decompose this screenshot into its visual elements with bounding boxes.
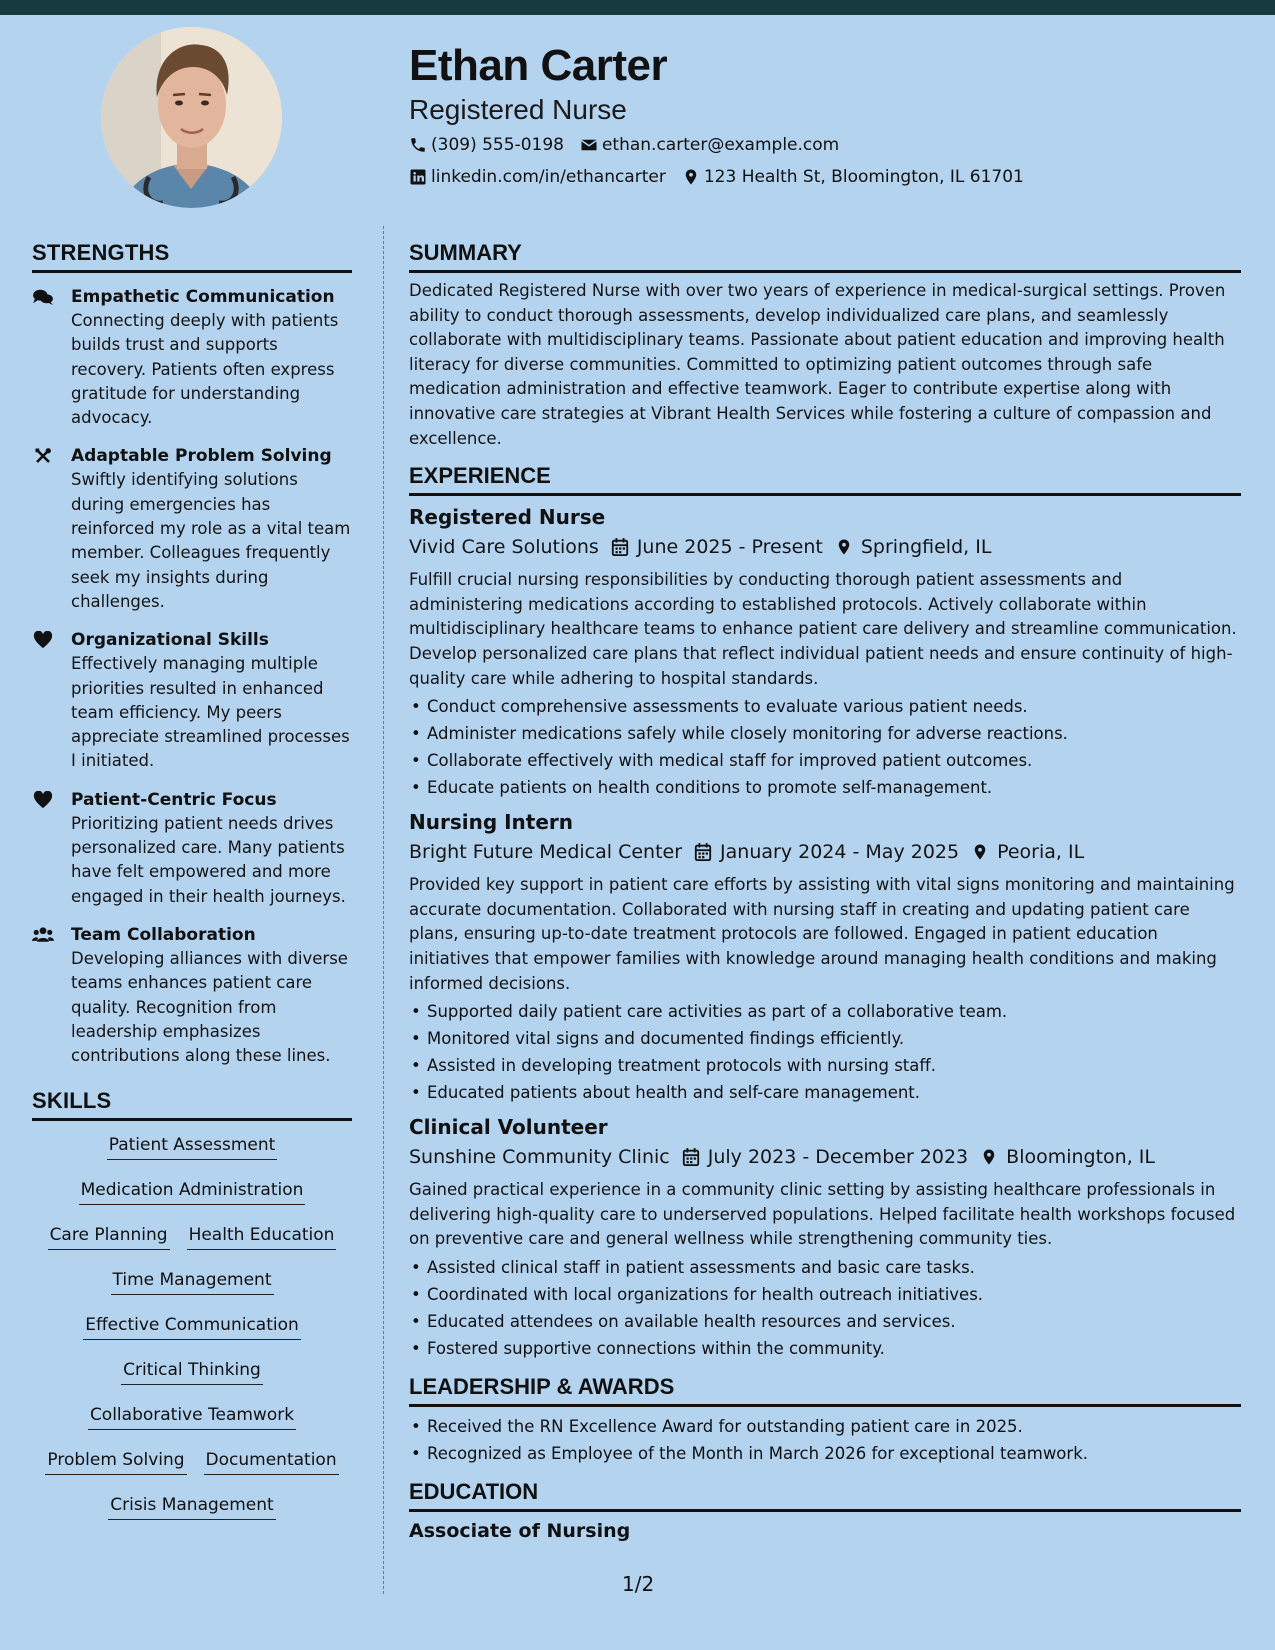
skill-tag: Medication Administration — [79, 1178, 306, 1205]
strength-title: Organizational Skills — [71, 630, 269, 651]
job-bullet: • Monitored vital signs and documented findings efficiently. — [409, 1025, 1241, 1052]
job-bullet: • Supported daily patient care activities as part of a collaborative team. — [409, 998, 1241, 1025]
summary-heading: SUMMARY — [409, 240, 1241, 273]
skill-tag: Care Planning — [48, 1223, 170, 1250]
calendar-icon — [611, 537, 629, 557]
job-description: Provided key support in patient care efforts by assisting with vital signs monitoring and maintaining accurate documentation. Collaborated with nursing staff in creating and updating patient care plans, ensuring up-to-date treatment protocols are followed. Engaged in patient education initiatives that empower families with knowledge around managing health conditions and making informed decisions. — [409, 875, 1235, 993]
strength-desc: Connecting deeply with patients builds trust and supports recovery. Patients often express gratitude for understanding advocacy. — [71, 311, 339, 428]
skill-tag: Effective Communication — [83, 1313, 301, 1340]
linkedin-icon — [409, 168, 427, 186]
job-bullets — [409, 998, 1241, 1106]
skills-list — [32, 1133, 352, 1538]
job-title: Nursing Intern — [409, 810, 574, 835]
job-dates: June 2025 - Present — [636, 536, 823, 559]
heart-icon — [32, 791, 54, 809]
strength-item — [32, 444, 352, 614]
calendar-icon — [682, 1147, 700, 1167]
job-entry — [409, 807, 1241, 1106]
job-description: Gained practical experience in a community clinic setting by assisting healthcare professionals in delivering high-quality care to underserved populations. Helped facilitate health workshops focused on preventive care and general wellness while strengthening community ties. — [409, 1180, 1236, 1249]
strength-item — [32, 628, 352, 773]
strength-item — [32, 923, 352, 1068]
education-heading: EDUCATION — [409, 1479, 1241, 1512]
skill-row — [88, 1403, 296, 1448]
skill-tag: Problem Solving — [45, 1448, 186, 1475]
job-entry — [409, 502, 1241, 801]
skill-tag: Time Management — [111, 1268, 274, 1295]
map-pin-icon — [835, 537, 853, 557]
heart-icon — [32, 631, 54, 649]
calendar-icon — [694, 842, 712, 862]
phone-text: (309) 555-0198 — [431, 135, 564, 155]
job-bullet: • Assisted clinical staff in patient assessments and basic care tasks. — [409, 1254, 1241, 1281]
experience-heading: EXPERIENCE — [409, 463, 1241, 496]
skill-tag: Critical Thinking — [121, 1358, 263, 1385]
job-bullet: • Educate patients on health conditions to promote self-management. — [409, 774, 1241, 801]
job-location: Peoria, IL — [997, 841, 1085, 864]
skill-tag: Crisis Management — [108, 1493, 275, 1520]
skill-row — [107, 1133, 278, 1178]
job-location: Bloomington, IL — [1006, 1146, 1155, 1169]
contact-row-1 — [409, 135, 839, 155]
job-dates: July 2023 - December 2023 — [707, 1146, 969, 1169]
contact-email[interactable] — [580, 135, 839, 155]
job-meta — [409, 532, 1241, 562]
skill-row — [45, 1448, 338, 1493]
strength-item — [32, 285, 352, 430]
strength-desc: Swiftly identifying solutions during emergencies has reinforced my role as a vital team member. Colleagues frequently seek my insights during challenges. — [71, 470, 351, 611]
map-pin-icon — [971, 842, 989, 862]
job-title: Clinical Volunteer — [409, 1115, 608, 1140]
job-entry — [409, 1112, 1241, 1362]
job-description: Fulfill crucial nursing responsibilities by conducting thorough patient assessments and administering medications according to established protocols. Actively collaborate within multidisciplinary healthcare teams to enhance patient care delivery and streamline communication. Develop personalized care plans that reflect individual patient needs and ensure continuity of high-quality care while adhering to hospital standards. — [409, 570, 1237, 688]
envelope-icon — [580, 136, 598, 154]
skill-row — [79, 1178, 306, 1223]
job-company: Bright Future Medical Center — [409, 841, 683, 864]
top-bar — [0, 0, 1275, 15]
skill-tag: Health Education — [187, 1223, 337, 1250]
skill-tag: Collaborative Teamwork — [88, 1403, 296, 1430]
job-meta — [409, 1142, 1241, 1172]
contact-linkedin[interactable] — [409, 167, 666, 187]
education-degree: Associate of Nursing — [409, 1519, 631, 1542]
strength-title: Adaptable Problem Solving — [71, 446, 332, 467]
strength-desc: Effectively managing multiple priorities resulted in enhanced team efficiency. My peers appreciate streamlined processes I initiated. — [71, 654, 350, 771]
strengths-heading: STRENGTHS — [32, 240, 352, 273]
contact-address — [682, 167, 1024, 187]
skill-tag: Documentation — [204, 1448, 339, 1475]
job-bullet: • Assisted in developing treatment protocols with nursing staff. — [409, 1052, 1241, 1079]
skill-row — [121, 1358, 263, 1403]
column-divider — [383, 226, 384, 1594]
phone-icon — [409, 136, 427, 154]
skill-row — [48, 1223, 337, 1268]
page-number: 1/2 — [622, 1572, 655, 1596]
users-icon — [32, 926, 54, 944]
tools-icon — [32, 447, 54, 465]
job-dates: January 2024 - May 2025 — [720, 841, 960, 864]
skills-heading: SKILLS — [32, 1088, 352, 1121]
address-text: 123 Health St, Bloomington, IL 61701 — [703, 167, 1024, 187]
job-bullet: • Educated patients about health and self-care management. — [409, 1079, 1241, 1106]
leadership-bullet: • Received the RN Excellence Award for outstanding patient care in 2025. — [409, 1413, 1241, 1440]
leadership-bullets — [409, 1413, 1241, 1467]
job-bullets — [409, 1254, 1241, 1362]
right-column — [409, 240, 1241, 1542]
skill-row — [83, 1313, 301, 1358]
job-bullet: • Coordinated with local organizations for health outreach initiatives. — [409, 1281, 1241, 1308]
job-bullets — [409, 693, 1241, 801]
job-bullet: • Administer medications safely while closely monitoring for adverse reactions. — [409, 720, 1241, 747]
linkedin-text: linkedin.com/in/ethancarter — [431, 167, 666, 187]
skill-row — [108, 1493, 275, 1538]
skill-tag: Patient Assessment — [107, 1133, 278, 1160]
contact-phone[interactable] — [409, 135, 564, 155]
strength-title: Patient-Centric Focus — [71, 789, 277, 810]
map-pin-icon — [980, 1147, 998, 1167]
map-pin-icon — [682, 168, 700, 186]
strengths-list — [32, 285, 352, 1068]
chat-bubbles-icon — [32, 288, 54, 306]
strength-title: Team Collaboration — [71, 924, 256, 945]
candidate-name: Ethan Carter — [409, 41, 668, 90]
summary-text: Dedicated Registered Nurse with over two years of experience in medical-surgical settings. Proven ability to conduct thorough assessments, develop individualized care plans, and seamlessly collaborate with multidisciplinary teams. Passionate about patient education and improving health literacy for diverse communities. Committed to optimizing patient outcomes through safe medication administration and effective teamwork. Eager to contribute expertise along with innovative care strategies at Vibrant Health Services while fostering a culture of compassion and excellence. — [409, 281, 1226, 448]
job-company: Sunshine Community Clinic — [409, 1146, 670, 1169]
strength-desc: Developing alliances with diverse teams enhances patient care quality. Recognition from leadership emphasizes contributions along these lines. — [71, 948, 348, 1066]
strength-desc: Prioritizing patient needs drives personalized care. Many patients have felt empowered and more engaged in their health journeys. — [71, 813, 346, 906]
candidate-title: Registered Nurse — [409, 94, 627, 125]
strength-item — [32, 788, 352, 909]
strength-title: Empathetic Communication — [71, 287, 335, 307]
profile-photo — [101, 27, 282, 208]
job-bullet: • Fostered supportive connections within the community. — [409, 1335, 1241, 1362]
job-bullet: • Collaborate effectively with medical staff for improved patient outcomes. — [409, 747, 1241, 774]
job-bullet: • Conduct comprehensive assessments to evaluate various patient needs. — [409, 693, 1241, 720]
contact-row-2 — [409, 167, 1024, 187]
job-meta — [409, 837, 1241, 867]
job-title: Registered Nurse — [409, 505, 606, 530]
skill-row — [111, 1268, 274, 1313]
job-company: Vivid Care Solutions — [409, 536, 599, 559]
leadership-heading: LEADERSHIP & AWARDS — [409, 1374, 1241, 1407]
left-column — [32, 240, 352, 1538]
job-location: Springfield, IL — [860, 536, 992, 559]
job-bullet: • Educated attendees on available health resources and services. — [409, 1308, 1241, 1335]
email-text: ethan.carter@example.com — [601, 135, 840, 155]
profile-photo-illustration — [101, 27, 282, 208]
leadership-bullet: • Recognized as Employee of the Month in March 2026 for exceptional teamwork. — [409, 1440, 1241, 1467]
